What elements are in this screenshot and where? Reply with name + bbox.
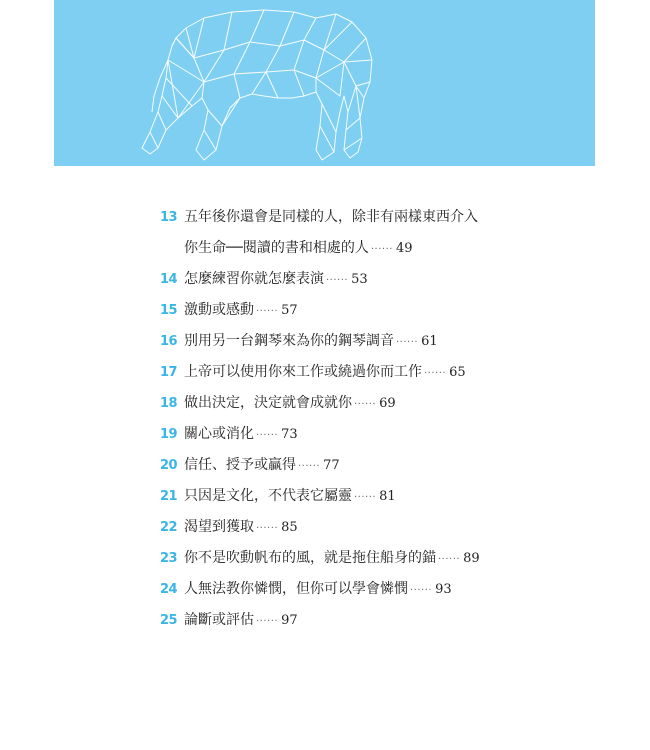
chapter-title-line [184, 481, 396, 513]
toc-entry[interactable] [160, 419, 580, 450]
chapter-number: 15 [160, 303, 178, 318]
geometric-elephant-icon [54, 0, 595, 166]
page-number: 53 [351, 272, 368, 287]
toc-entry[interactable] [160, 233, 580, 264]
chapter-title: 別用另一台鋼琴來為你的鋼琴調音 [184, 333, 394, 349]
chapter-title: 上帝可以使用你來工作或繞過你而工作 [184, 364, 422, 380]
chapter-title: 只因是文化，不代表它屬靈 [184, 488, 352, 504]
page-number: 57 [281, 303, 298, 318]
toc-entry[interactable] [160, 264, 580, 295]
chapter-title-line [184, 512, 298, 544]
leader-dots: ······ [256, 616, 279, 627]
page-number: 85 [281, 520, 298, 535]
leader-dots: ······ [256, 430, 279, 441]
toc-entry[interactable] [160, 326, 580, 357]
chapter-number: 14 [160, 272, 178, 287]
leader-dots: ······ [354, 492, 377, 503]
page-number: 89 [463, 551, 480, 566]
chapter-title-line [184, 264, 368, 296]
leader-dots: ······ [256, 523, 279, 534]
toc-entry[interactable] [160, 450, 580, 481]
page-number: 97 [281, 613, 298, 628]
toc-entry[interactable] [160, 574, 580, 605]
chapter-title-line [184, 357, 466, 389]
leader-dots: ······ [354, 399, 377, 410]
chapter-title: 你不是吹動帆布的風，就是拖住船身的錨 [184, 550, 436, 566]
chapter-number: 16 [160, 334, 178, 349]
toc-entry[interactable] [160, 512, 580, 543]
chapter-title-line [184, 326, 438, 358]
chapter-number: 20 [160, 458, 178, 473]
leader-dots: ······ [410, 585, 433, 596]
chapter-title-line [184, 388, 396, 420]
chapter-number: 21 [160, 489, 178, 504]
chapter-title-line [184, 574, 452, 606]
chapter-number: 22 [160, 520, 178, 535]
chapter-title: 你生命──閱讀的書和相處的人 [184, 240, 369, 256]
leader-dots: ······ [424, 368, 447, 379]
toc-entry[interactable] [160, 295, 580, 326]
chapter-title: 人無法教你憐憫，但你可以學會憐憫 [184, 581, 408, 597]
chapter-title: 做出決定，決定就會成就你 [184, 395, 352, 411]
page-number: 73 [281, 427, 298, 442]
leader-dots: ······ [370, 244, 393, 255]
chapter-title: 論斷或評估 [184, 612, 254, 628]
toc-entry[interactable] [160, 543, 580, 574]
chapter-title-line [184, 450, 340, 482]
chapter-title-line [184, 543, 480, 575]
chapter-number: 19 [160, 427, 178, 442]
chapter-title-line [184, 295, 298, 327]
chapter-title-line [184, 419, 298, 451]
chapter-title: 信任、授予或贏得 [184, 457, 296, 473]
toc-entry[interactable] [160, 481, 580, 512]
chapter-title: 五年後你還會是同樣的人，除非有兩樣東西介入 [184, 209, 478, 225]
page-number: 77 [323, 458, 340, 473]
chapter-title-line [184, 202, 478, 233]
page-number: 49 [395, 241, 413, 256]
chapter-title: 關心或消化 [184, 426, 254, 442]
toc-entry[interactable] [160, 202, 580, 233]
page-number: 65 [449, 365, 466, 380]
page-number: 93 [435, 582, 452, 597]
leader-dots: ······ [326, 275, 349, 286]
toc-entry[interactable] [160, 357, 580, 388]
page-number: 61 [421, 334, 438, 349]
chapter-title-line [184, 605, 298, 637]
chapter-number: 17 [160, 365, 178, 380]
chapter-title: 怎麼練習你就怎麼表演 [184, 271, 324, 287]
leader-dots: ······ [396, 337, 419, 348]
chapter-title: 渴望到獲取 [184, 519, 254, 535]
chapter-number: 23 [160, 551, 178, 566]
leader-dots: ······ [298, 461, 321, 472]
chapter-title-line [184, 233, 412, 265]
page-number: 81 [379, 489, 396, 504]
chapter-number: 13 [160, 210, 178, 225]
chapter-number: 24 [160, 582, 178, 597]
leader-dots: ······ [256, 306, 279, 317]
page-number: 69 [379, 396, 396, 411]
chapter-number: 18 [160, 396, 178, 411]
toc-entry[interactable] [160, 388, 580, 419]
chapter-title: 激動或感動 [184, 302, 254, 318]
leader-dots: ······ [438, 554, 461, 565]
toc-entry[interactable] [160, 605, 580, 636]
header-banner [54, 0, 595, 166]
table-of-contents [160, 202, 580, 636]
chapter-number: 25 [160, 613, 178, 628]
